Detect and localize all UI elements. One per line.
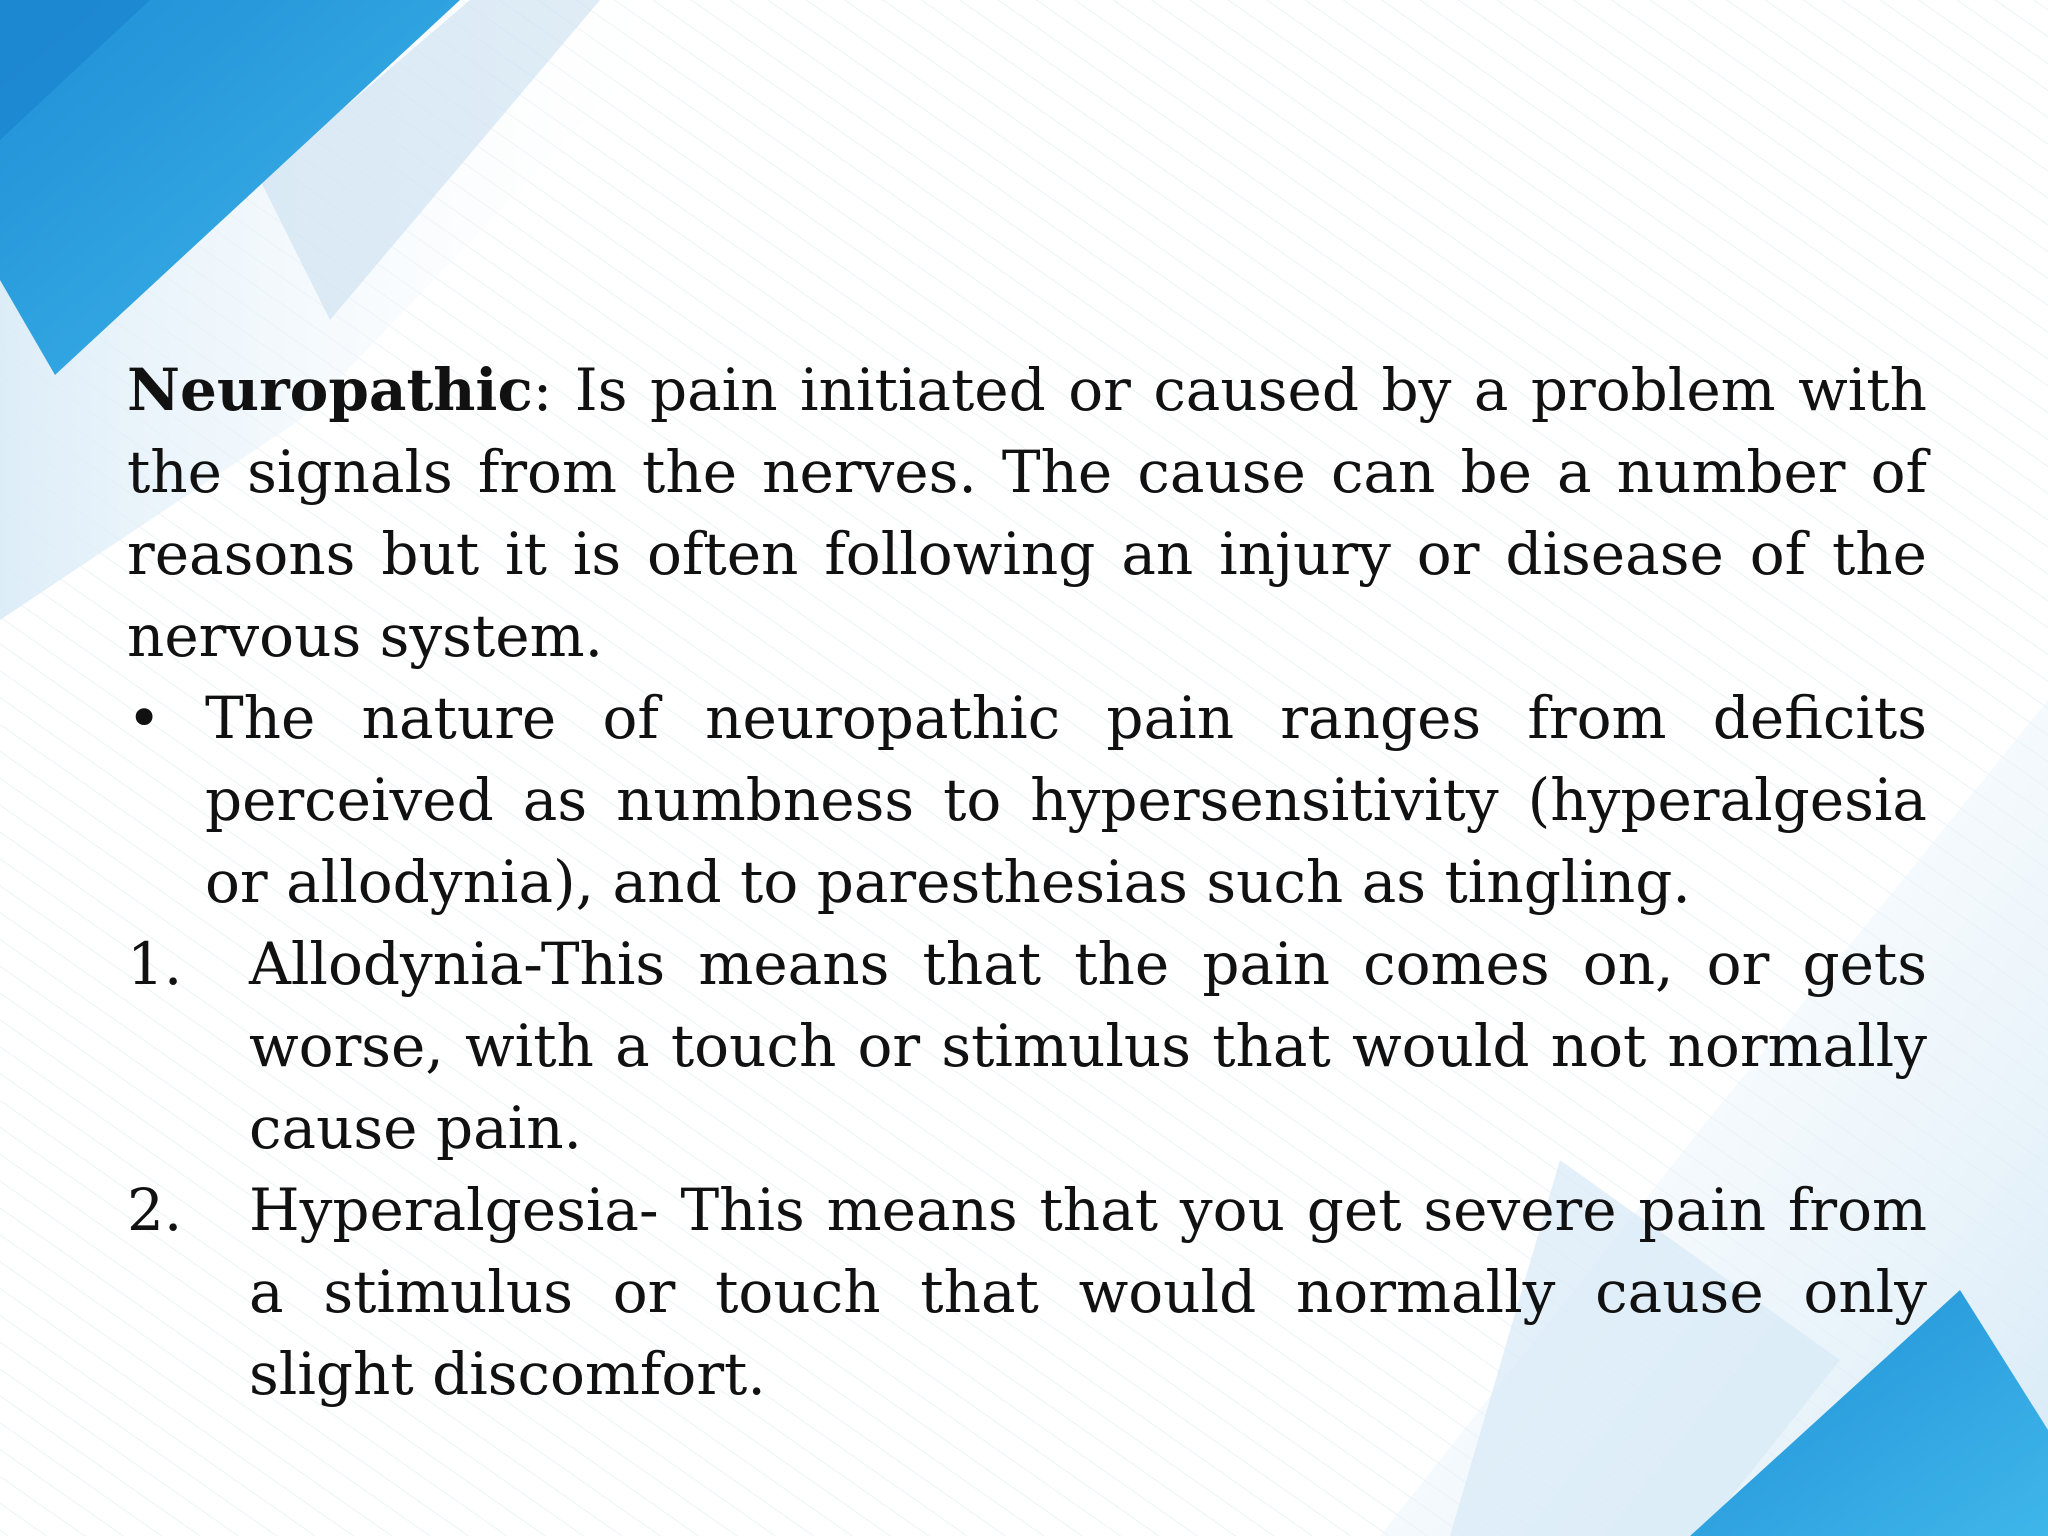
- intro-text: : Is pain initiated or caused by a problem with the signals from the nerves. The cause can be a number of reasons but it is often following an injury or disease of the nervous system.: [127, 356, 1927, 670]
- numbered-text: Allodynia-This means that the pain comes on, or gets worse, with a touch or stimulus that would not normally cause pain.: [249, 930, 1927, 1162]
- bullet-text: The nature of neuropathic pain ranges from deficits perceived as numbness to hypersensitivity (hyperalgesia or allodynia), and to paresthesias such as tingling.: [205, 684, 1927, 916]
- numbered-item-hyperalgesia: [127, 1169, 1927, 1415]
- bullet-marker: •: [127, 684, 162, 752]
- numbered-text: Hyperalgesia- This means that you get severe pain from a stimulus or touch that would normally cause only slight discomfort.: [249, 1176, 1927, 1408]
- intro-paragraph: [127, 349, 1927, 677]
- numbered-marker: 2.: [127, 1176, 183, 1244]
- slide-content: [127, 349, 1927, 1415]
- bullet-item: [127, 677, 1927, 923]
- numbered-item-allodynia: [127, 923, 1927, 1169]
- numbered-marker: 1.: [127, 930, 183, 998]
- intro-term: Neuropathic: [127, 356, 533, 424]
